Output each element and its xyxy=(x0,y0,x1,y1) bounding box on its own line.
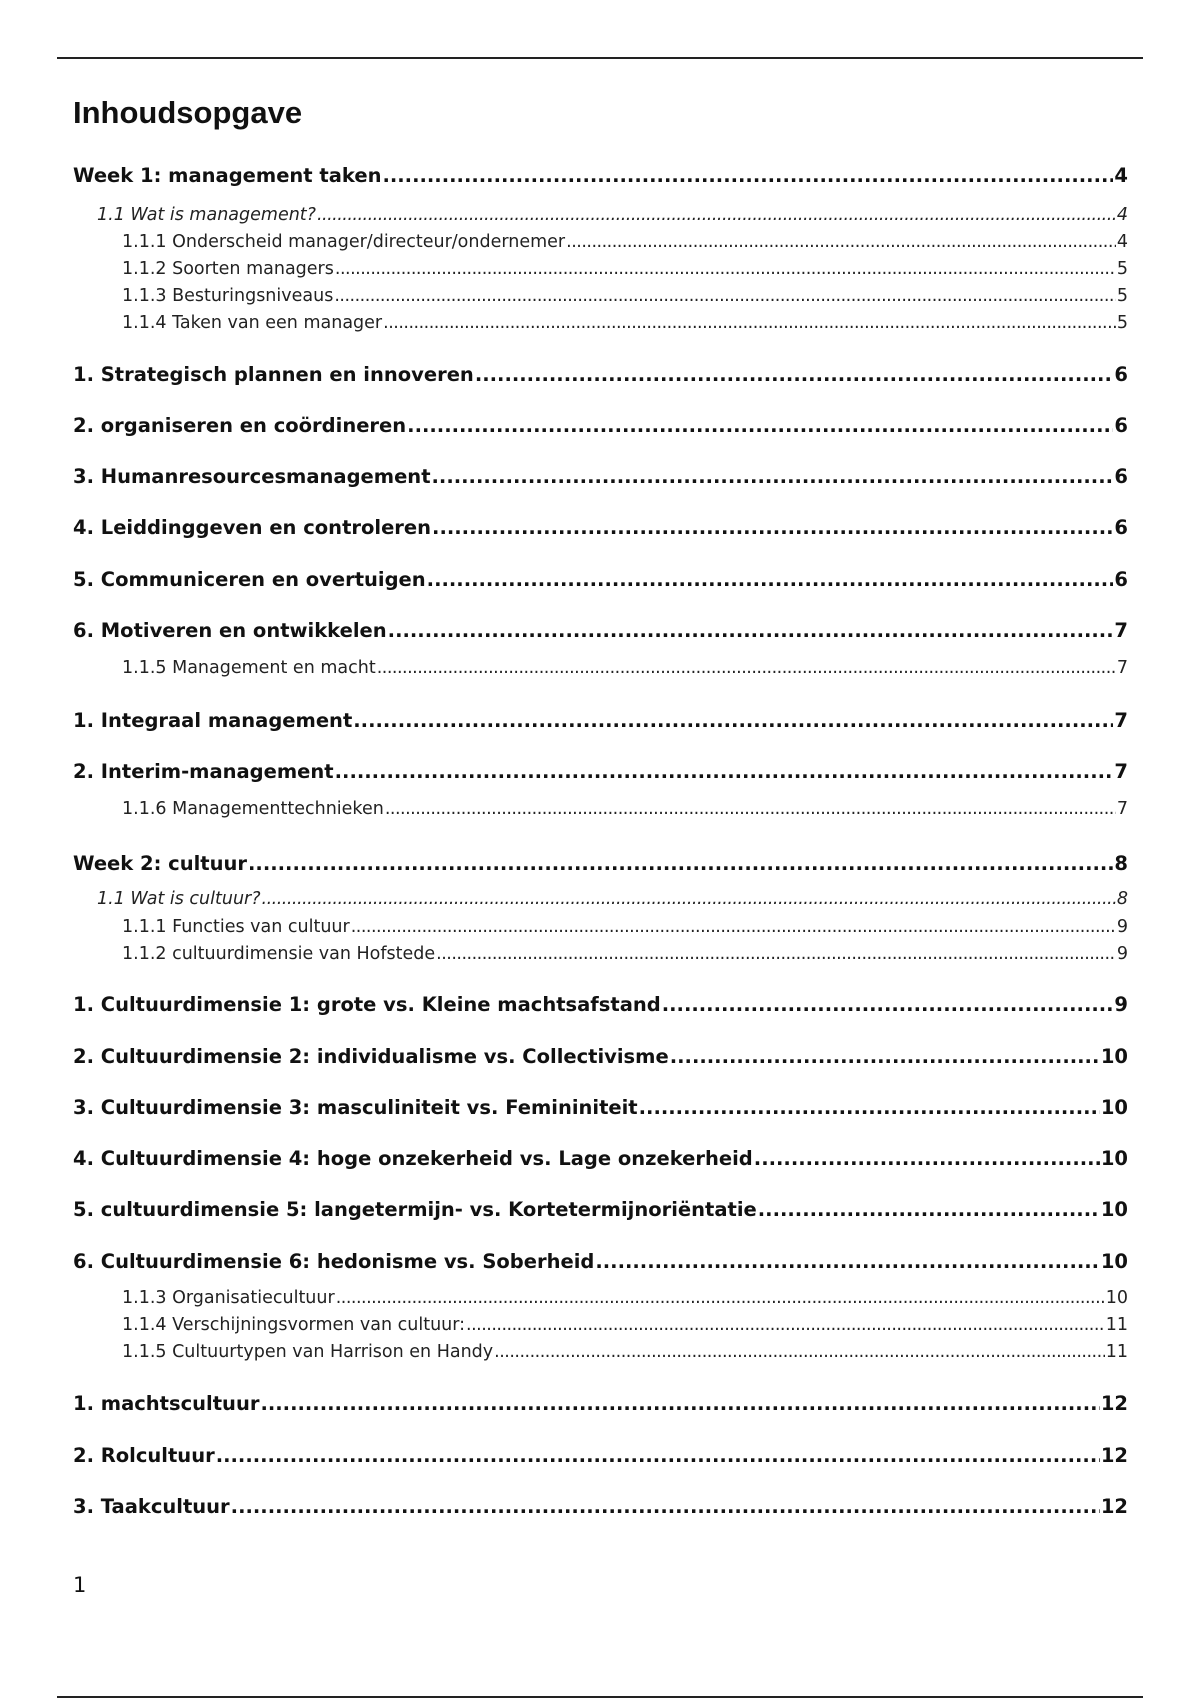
toc-entry-text: 4. Leiddinggeven en controleren xyxy=(73,516,432,539)
toc-entry-text: 6. Motiveren en ontwikkelen xyxy=(73,619,387,642)
toc-entry-page: 12 xyxy=(1100,1392,1128,1415)
toc-entry-page: 7 xyxy=(1114,709,1128,732)
toc-entry[interactable] xyxy=(73,1394,1128,1414)
toc-entry-text: 5. cultuurdimensie 5: langetermijn- vs. Kortetermijnoriëntatie xyxy=(73,1198,757,1221)
toc-leader-dots xyxy=(260,1394,1099,1414)
toc-entry-page: 6 xyxy=(1114,414,1128,437)
toc-entry[interactable] xyxy=(73,365,1128,385)
toc-leader-dots xyxy=(670,1047,1100,1067)
toc-entry-page: 7 xyxy=(1116,658,1128,678)
toc-title: Inhoudsopgave xyxy=(73,95,303,130)
toc-entry-text: 1.1.1 Functies van cultuur xyxy=(122,917,350,937)
toc-leader-dots xyxy=(377,660,1116,678)
footer-rule xyxy=(57,1696,1143,1698)
page-number: 1 xyxy=(73,1573,87,1597)
toc-entry-page: 10 xyxy=(1100,1250,1128,1273)
toc-entry[interactable] xyxy=(97,891,1128,909)
toc-leader-dots xyxy=(336,1290,1105,1308)
toc-entry-page: 5 xyxy=(1116,313,1128,333)
toc-entry-text: 3. Humanresourcesmanagement xyxy=(73,465,431,488)
toc-entry-text: 1.1.2 cultuurdimensie van Hofstede xyxy=(122,944,436,964)
toc-entry[interactable] xyxy=(73,1047,1128,1067)
toc-entry-page: 10 xyxy=(1100,1096,1128,1119)
toc-entry[interactable] xyxy=(73,621,1128,641)
toc-leader-dots xyxy=(335,762,1114,782)
toc-leader-dots xyxy=(754,1149,1100,1169)
toc-entry-text: 2. Interim-management xyxy=(73,760,334,783)
toc-entry[interactable] xyxy=(73,518,1128,538)
toc-entry-text: 1. Integraal management xyxy=(73,709,353,732)
toc-leader-dots xyxy=(432,518,1113,538)
toc-entry[interactable] xyxy=(73,1497,1128,1517)
toc-entry-page: 11 xyxy=(1105,1342,1128,1362)
toc-entry-page: 7 xyxy=(1114,760,1128,783)
toc-leader-dots xyxy=(216,1446,1100,1466)
toc-entry-text: 1. Cultuurdimensie 1: grote vs. Kleine machtsafstand xyxy=(73,993,661,1016)
toc-entry-text: 1.1.3 Besturingsniveaus xyxy=(122,286,334,306)
toc-entry-page: 6 xyxy=(1114,568,1128,591)
toc-entry-text: 2. organiseren en coördineren xyxy=(73,414,407,437)
toc-entry-page: 9 xyxy=(1116,944,1128,964)
toc-entry-page: 10 xyxy=(1100,1045,1128,1068)
toc-leader-dots xyxy=(262,891,1116,909)
toc-leader-dots xyxy=(248,854,1113,874)
toc-leader-dots xyxy=(436,946,1116,964)
toc-leader-dots xyxy=(758,1200,1100,1220)
toc-leader-dots xyxy=(353,711,1113,731)
toc-entry[interactable] xyxy=(122,1317,1128,1335)
toc-entry-page: 6 xyxy=(1114,516,1128,539)
toc-entry-page: 8 xyxy=(1116,889,1128,909)
toc-entry[interactable] xyxy=(73,416,1128,436)
toc-entry-text: 5. Communiceren en overtuigen xyxy=(73,568,426,591)
toc-entry[interactable] xyxy=(122,315,1128,333)
toc-entry-text: 1.1.3 Organisatiecultuur xyxy=(122,1288,335,1308)
toc-entry-text: 6. Cultuurdimensie 6: hedonisme vs. Soberheid xyxy=(73,1250,595,1273)
toc-leader-dots xyxy=(662,995,1114,1015)
toc-leader-dots xyxy=(639,1098,1100,1118)
toc-entry-page: 4 xyxy=(1116,232,1128,252)
toc-entry-text: 4. Cultuurdimensie 4: hoge onzekerheid vs. Lage onzekerheid xyxy=(73,1147,753,1170)
toc-entry[interactable] xyxy=(122,946,1128,964)
toc-entry[interactable] xyxy=(73,570,1128,590)
toc-leader-dots xyxy=(407,416,1113,436)
toc-entry-text: 1.1.1 Onderscheid manager/directeur/ondernemer xyxy=(122,232,566,252)
toc-entry-page: 11 xyxy=(1105,1315,1128,1335)
toc-leader-dots xyxy=(466,1317,1105,1335)
toc-entry-page: 12 xyxy=(1100,1444,1128,1467)
toc-entry-text: Week 1: management taken xyxy=(73,164,382,187)
toc-leader-dots xyxy=(383,315,1116,333)
toc-leader-dots xyxy=(335,261,1116,279)
toc-leader-dots xyxy=(317,207,1116,225)
toc-entry-page: 10 xyxy=(1105,1288,1128,1308)
toc-leader-dots xyxy=(427,570,1114,590)
toc-entry-text: 1.1.4 Taken van een manager xyxy=(122,313,383,333)
toc-entry[interactable] xyxy=(122,919,1128,937)
toc-entry-text: 1.1 Wat is management? xyxy=(97,205,316,225)
toc-entry-page: 7 xyxy=(1114,619,1128,642)
toc-entry[interactable] xyxy=(73,1200,1128,1220)
toc-entry-page: 4 xyxy=(1116,205,1128,225)
toc-entry[interactable] xyxy=(73,1098,1128,1118)
toc-entry-page: 9 xyxy=(1116,917,1128,937)
toc-entry-page: 6 xyxy=(1114,465,1128,488)
toc-entry-page: 9 xyxy=(1114,993,1128,1016)
toc-entry-text: 1.1.4 Verschijningsvormen van cultuur: xyxy=(122,1315,466,1335)
toc-entry-text: 3. Taakcultuur xyxy=(73,1495,230,1518)
toc-entry-text: 1.1.6 Managementtechnieken xyxy=(122,799,384,819)
toc-entry-page: 12 xyxy=(1100,1495,1128,1518)
toc-leader-dots xyxy=(595,1252,1100,1272)
toc-entry[interactable] xyxy=(122,234,1128,252)
toc-entry[interactable] xyxy=(122,261,1128,279)
toc-entry[interactable] xyxy=(73,467,1128,487)
toc-entry[interactable] xyxy=(73,995,1128,1015)
toc-entry-page: 10 xyxy=(1100,1147,1128,1170)
toc-entry-text: Week 2: cultuur xyxy=(73,852,248,875)
toc-leader-dots xyxy=(475,365,1114,385)
toc-entry-text: 2. Rolcultuur xyxy=(73,1444,215,1467)
toc-leader-dots xyxy=(388,621,1114,641)
toc-leader-dots xyxy=(334,288,1116,306)
toc-entry-text: 1.1 Wat is cultuur? xyxy=(97,889,261,909)
toc-entry-text: 1.1.5 Management en macht xyxy=(122,658,376,678)
toc-entry[interactable] xyxy=(73,166,1128,186)
toc-entry-text: 2. Cultuurdimensie 2: individualisme vs. Collectivisme xyxy=(73,1045,669,1068)
toc-entry-page: 10 xyxy=(1100,1198,1128,1221)
toc-entry[interactable] xyxy=(73,1446,1128,1466)
toc-entry[interactable] xyxy=(73,854,1128,874)
toc-entry-text: 1. Strategisch plannen en innoveren xyxy=(73,363,474,386)
toc-entry[interactable] xyxy=(97,207,1128,225)
toc-leader-dots xyxy=(382,166,1113,186)
toc-entry-text: 1.1.5 Cultuurtypen van Harrison en Handy xyxy=(122,1342,494,1362)
toc-entry[interactable] xyxy=(73,711,1128,731)
toc-entry[interactable] xyxy=(73,1149,1128,1169)
toc-leader-dots xyxy=(351,919,1116,937)
toc-entry[interactable] xyxy=(122,660,1128,678)
toc-entry-text: 3. Cultuurdimensie 3: masculiniteit vs. Femininiteit xyxy=(73,1096,638,1119)
toc-leader-dots xyxy=(432,467,1114,487)
toc-entry-page: 5 xyxy=(1116,286,1128,306)
toc-leader-dots xyxy=(494,1344,1105,1362)
toc-entry-text: 1.1.2 Soorten managers xyxy=(122,259,334,279)
toc-entry-page: 4 xyxy=(1114,164,1128,187)
toc-entry[interactable] xyxy=(122,1290,1128,1308)
toc-entry[interactable] xyxy=(73,1252,1128,1272)
toc-leader-dots xyxy=(231,1497,1100,1517)
toc-entry-page: 5 xyxy=(1116,259,1128,279)
toc-entry[interactable] xyxy=(73,762,1128,782)
toc-entry[interactable] xyxy=(122,1344,1128,1362)
toc-entry-page: 6 xyxy=(1114,363,1128,386)
toc-entry[interactable] xyxy=(122,288,1128,306)
toc-leader-dots xyxy=(566,234,1116,252)
toc-entry-text: 1. machtscultuur xyxy=(73,1392,260,1415)
toc-leader-dots xyxy=(385,801,1116,819)
toc-entry-page: 7 xyxy=(1116,799,1128,819)
toc-entry-page: 8 xyxy=(1114,852,1128,875)
toc-entry[interactable] xyxy=(122,801,1128,819)
